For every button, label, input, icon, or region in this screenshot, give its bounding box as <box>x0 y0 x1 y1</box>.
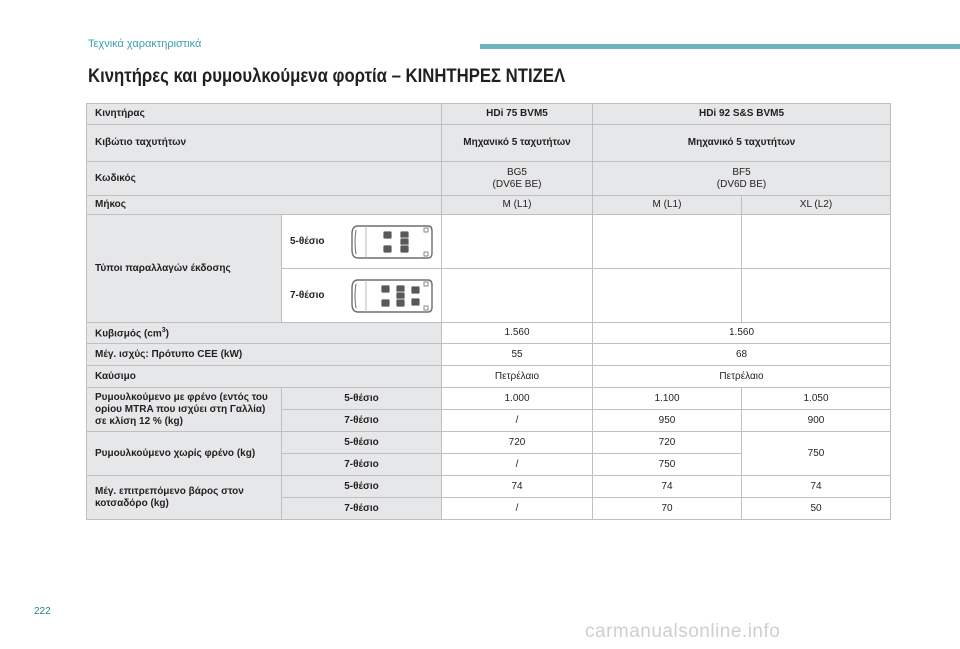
table-cell: HDi 75 BVM5 <box>442 104 593 125</box>
table-cell: / <box>442 410 593 432</box>
table-cell: 50 <box>742 498 891 520</box>
table-row <box>87 196 891 215</box>
row-label: Μήκος <box>87 196 442 215</box>
page-number: 222 <box>34 606 51 617</box>
table-cell: 74 <box>442 476 593 498</box>
table-cell: 74 <box>742 476 891 498</box>
table-cell <box>442 269 593 323</box>
table-cell: 55 <box>442 344 593 366</box>
row-label: Κινητήρας <box>87 104 442 125</box>
cc-close: ) <box>165 328 170 340</box>
table-row <box>87 323 891 344</box>
table-cell: 950 <box>593 410 742 432</box>
table-cell <box>442 215 593 269</box>
table-row <box>87 476 891 498</box>
table-cell <box>282 269 442 323</box>
cc-label: Κυβισμός (cm <box>95 328 162 340</box>
table-cell: 74 <box>593 476 742 498</box>
table-cell <box>593 215 742 269</box>
table-cell: 720 <box>442 432 593 454</box>
table-row <box>87 366 891 388</box>
cc-superscript: 3 <box>161 327 166 335</box>
table-cell: / <box>442 498 593 520</box>
table-cell: Πετρέλαιο <box>593 366 891 388</box>
table-cell: 720 <box>593 432 742 454</box>
seat-label: 5-θέσιο <box>290 235 325 247</box>
table-row <box>87 125 891 162</box>
table-cell: 70 <box>593 498 742 520</box>
table-cell <box>742 215 891 269</box>
table-cell: 1.560 <box>442 323 593 344</box>
seat-label: 7-θέσιο <box>290 289 325 301</box>
spec-table <box>86 103 891 520</box>
code-line: (DV6E BE) <box>492 178 542 190</box>
table-cell: 1.000 <box>442 388 593 410</box>
table-cell: 68 <box>593 344 891 366</box>
van-7-seat-icon <box>350 274 434 318</box>
table-row <box>87 104 891 125</box>
row-label <box>87 323 442 344</box>
code-line: (DV6D BE) <box>716 178 767 190</box>
table-cell <box>442 162 593 196</box>
table-cell: 750 <box>742 432 891 476</box>
code-line: BG5 <box>506 166 527 178</box>
table-cell <box>593 162 891 196</box>
table-row <box>87 388 891 410</box>
table-cell: 900 <box>742 410 891 432</box>
van-5-seat-icon <box>350 220 434 264</box>
seat-label: 7-θέσιο <box>282 410 442 432</box>
watermark: carmanualsonline.info <box>585 621 781 642</box>
row-label: Μέγ. ισχύς: Πρότυπο CEE (kW) <box>87 344 442 366</box>
table-cell: XL (L2) <box>742 196 891 215</box>
table-cell: Μηχανικό 5 ταχυτήτων <box>442 125 593 162</box>
table-cell: 750 <box>593 454 742 476</box>
table-cell: Μηχανικό 5 ταχυτήτων <box>593 125 891 162</box>
table-cell: 1.560 <box>593 323 891 344</box>
table-cell: M (L1) <box>593 196 742 215</box>
table-row <box>87 432 891 454</box>
seat-label: 5-θέσιο <box>282 388 442 410</box>
code-line: BF5 <box>732 166 751 178</box>
row-label: Τύποι παραλλαγών έκδοσης <box>87 215 282 323</box>
row-label: Ρυμουλκούμενο χωρίς φρένο (kg) <box>87 432 282 476</box>
row-label: Κωδικός <box>87 162 442 196</box>
table-cell <box>742 269 891 323</box>
page-title: Κινητήρες και ρυμουλκούμενα φορτία – ΚΙΝΗΤΗΡΕΣ ΝΤΙΖΕΛ <box>88 66 566 87</box>
row-label: Καύσιμο <box>87 366 442 388</box>
table-cell: HDi 92 S&S BVM5 <box>593 104 891 125</box>
table-cell: 1.100 <box>593 388 742 410</box>
table-cell: M (L1) <box>442 196 593 215</box>
table-row <box>87 215 891 269</box>
table-cell: 1.050 <box>742 388 891 410</box>
table-row <box>87 162 891 196</box>
row-label: Ρυμουλκούμενο με φρένο (εντός του ορίου MTRA που ισχύει στη Γαλλία) σε κλίση 12 % (kg) <box>87 388 282 432</box>
row-label: Μέγ. επιτρεπόμενο βάρος στον κοτσαδόρο (kg) <box>87 476 282 520</box>
seat-label: 7-θέσιο <box>282 454 442 476</box>
section-bar <box>480 44 960 49</box>
seat-label: 5-θέσιο <box>282 476 442 498</box>
table-cell: Πετρέλαιο <box>442 366 593 388</box>
table-cell: / <box>442 454 593 476</box>
table-row <box>87 344 891 366</box>
table-cell <box>282 215 442 269</box>
table-cell <box>593 269 742 323</box>
row-label: Κιβώτιο ταχυτήτων <box>87 125 442 162</box>
seat-label: 5-θέσιο <box>282 432 442 454</box>
seat-label: 7-θέσιο <box>282 498 442 520</box>
section-label: Τεχνικά χαρακτηριστικά <box>88 38 202 50</box>
